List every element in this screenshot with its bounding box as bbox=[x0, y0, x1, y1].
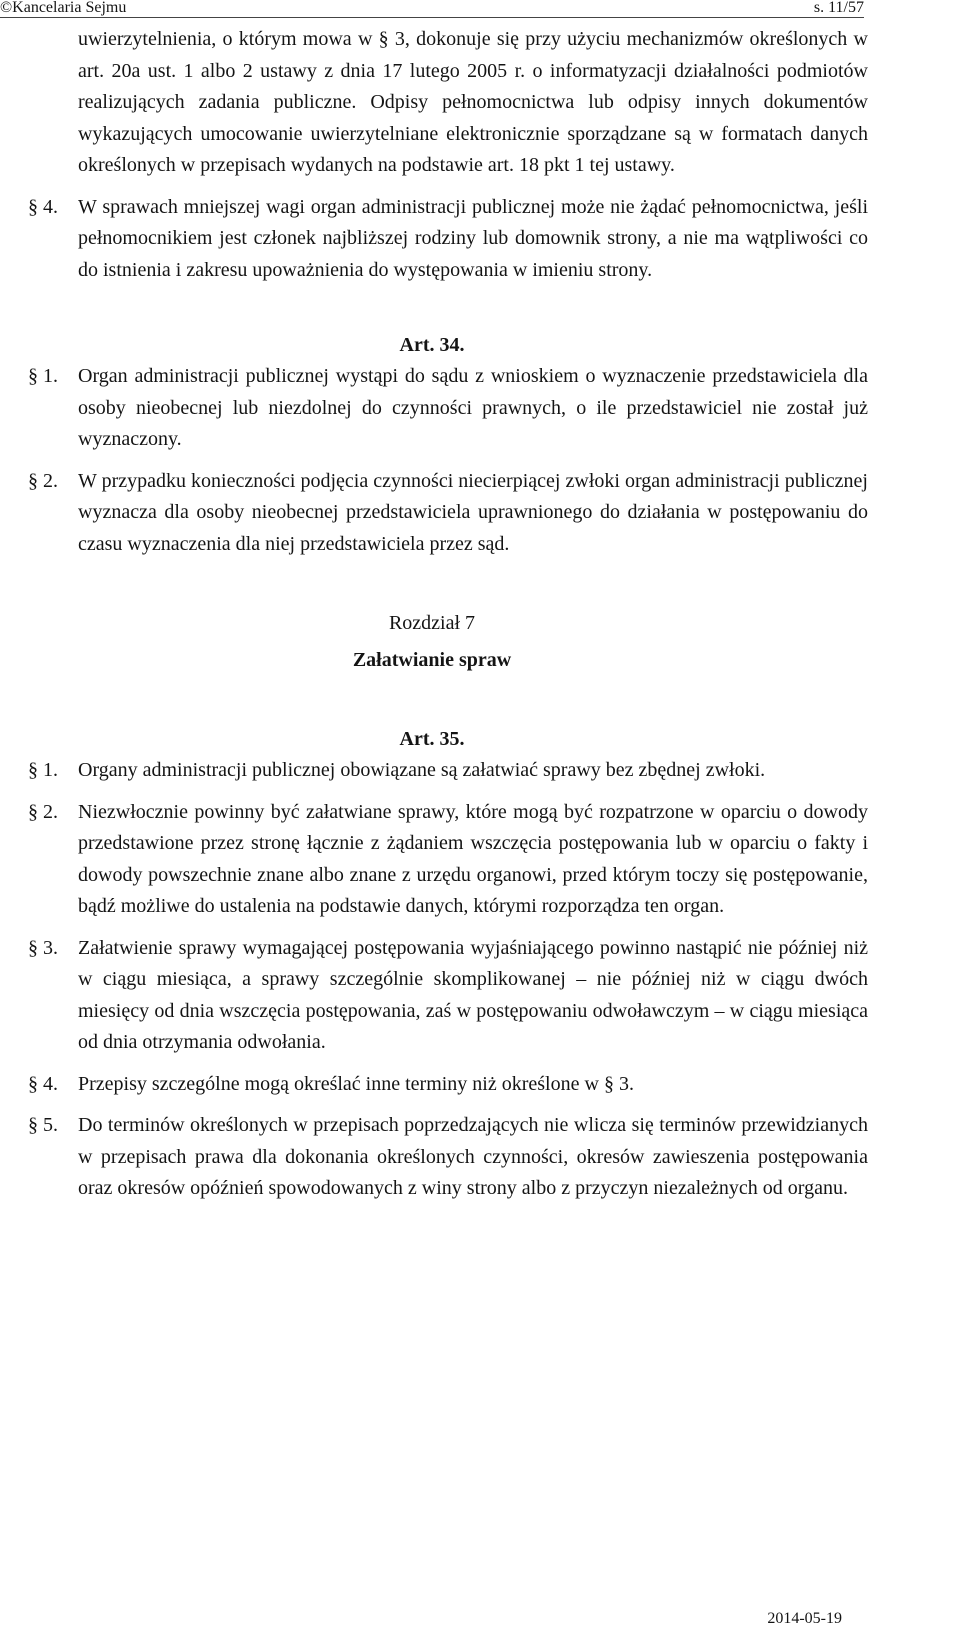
section-text: W przypadku konieczności podjęcia czynności niecierpiącej zwłoki organ administracji publicznej wyznacza dla osoby nieobecnej przedstawiciela uprawnionego do działania w postępowaniu do czasu wyznaczenia dla niej przedstawiciela przez sąd. bbox=[78, 469, 868, 555]
article-35-section-2 bbox=[28, 797, 868, 923]
section-text: Przepisy szczególne mogą określać inne terminy niż określone w § 3. bbox=[78, 1072, 634, 1095]
article-35-section-5 bbox=[28, 1110, 868, 1205]
section-text: Załatwienie sprawy wymagającej postępowania wyjaśniającego powinno nastąpić nie później niż w ciągu miesiąca, a sprawy szczególnie skomplikowanej – nie później niż w ciągu dwóch miesięcy od dnia wszczęcia postępowania, zaś w postępowaniu odwoławczym – w ciągu miesiąca od dnia otrzymania odwołania. bbox=[78, 936, 868, 1053]
section-number: § 4. bbox=[28, 195, 58, 218]
section-text: Organ administracji publicznej wystąpi do sądu z wnioskiem o wyznaczenie przedstawiciela dla osoby nieobecnej lub niezdolnej do czynności prawnych, o ile przedstawiciel nie został już wyznaczony. bbox=[78, 365, 868, 450]
section-number: § 3. bbox=[28, 936, 58, 959]
article-34-section-1 bbox=[28, 361, 868, 456]
article-35-section-4 bbox=[28, 1069, 868, 1101]
header-source: ©Kancelaria Sejmu bbox=[0, 0, 127, 16]
document-body bbox=[0, 24, 960, 1205]
section-3-4 bbox=[28, 192, 868, 287]
article-34-heading: Art. 34. bbox=[399, 334, 465, 356]
section-number: § 1. bbox=[28, 365, 58, 387]
chapter-number: Rozdział 7 bbox=[388, 612, 476, 634]
section-number: § 4. bbox=[28, 1072, 58, 1095]
header-divider bbox=[0, 17, 864, 18]
article-35-section-3 bbox=[28, 933, 868, 1059]
chapter-title: Załatwianie spraw bbox=[352, 649, 512, 671]
article-34-section-2 bbox=[28, 466, 868, 561]
section-number: § 2. bbox=[28, 469, 58, 492]
section-text: W sprawach mniejszej wagi organ administracji publicznej może nie żądać pełnomocnictwa, jeśli pełnomocnikiem jest członek najbliższej rodziny lub domownik strony, a nie ma wątpliwości co do istnienia i zakresu upoważnienia do występowania w imieniu strony. bbox=[78, 195, 868, 281]
article-35-heading: Art. 35. bbox=[399, 728, 465, 750]
section-text: Niezwłocznie powinny być załatwiane sprawy, które mogą być rozpatrzone w oparciu o dowody przedstawione przez stronę łącznie z żądaniem wszczęcia postępowania lub w oparciu o fakty i dowody powszechnie znane albo znane z urzędu organowi, przed którym toczy się postępowanie, bądź możliwe do ustalenia na podstawie danych, którymi rozporządza ten organ. bbox=[78, 800, 868, 917]
section-number: § 1. bbox=[28, 759, 58, 781]
paragraph-continuation: uwierzytelnienia, o którym mowa w § 3, dokonuje się przy użyciu mechanizmów określonych w art. 20a ust. 1 albo 2 ustawy z dnia 17 lutego 2005 r. o informatyzacji działalności podmiotów realizujących zadania publiczne. Odpisy pełnomocnictwa lub odpisy innych dokumentów wykazujących umocowanie uwierzytelniane elektronicznie sporządzane są w formatach danych określonych w przepisach wydanych na podstawie art. 18 pkt 1 tej ustawy. bbox=[78, 28, 868, 176]
header-page-number: s. 11/57 bbox=[813, 0, 864, 16]
section-number: § 5. bbox=[28, 1114, 58, 1136]
section-text: Organy administracji publicznej obowiązane są załatwiać sprawy bez zbędnej zwłoki. bbox=[78, 759, 766, 781]
section-text: Do terminów określonych w przepisach poprzedzających nie wlicza się terminów przewidzianych w przepisach prawa dla dokonania określonych czynności, okresów zawieszenia postępowania oraz okresów opóźnień spowodowanych z winy strony albo z przyczyn niezależnych od organu. bbox=[78, 1114, 868, 1199]
article-35-section-1 bbox=[28, 755, 868, 787]
section-number: § 2. bbox=[28, 800, 58, 823]
footer-date: 2014-05-19 bbox=[767, 1610, 842, 1627]
